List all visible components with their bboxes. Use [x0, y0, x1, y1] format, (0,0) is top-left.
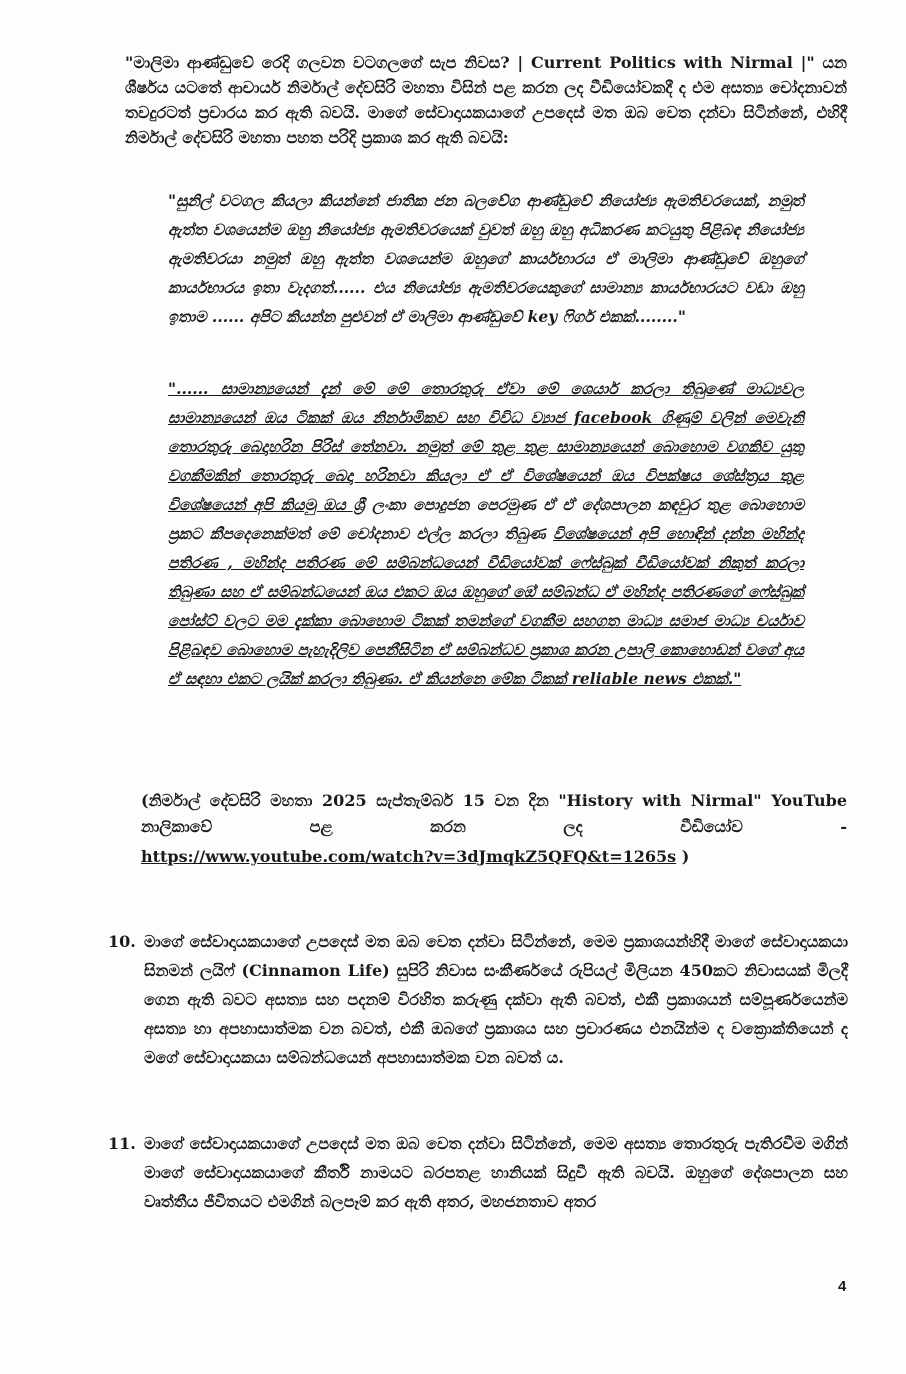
paragraph-number: 11. — [108, 1134, 136, 1153]
quoted-statement-1 — [168, 186, 804, 331]
source-citation-text: (නිර්මාල් දේවසිරි මහතා 2025 සැප්තැම්බර් 15 වන දින "History with Nirmal" YouTube නාලිකාවේ පළ කරන ලද වීඩියෝව - — [141, 791, 847, 836]
quote-2-underlined-text-end: විශේෂයෙන් අපි හොඳින් දන්න මහින්ද පතිරණ , මහින්ද පතිරණ මේ සම්බන්ධයෙන් වීඩියෝවක් ෆේස්බුක් වීඩියෝවක් නිකුත් කරලා තිබුණා සහ ඒ සම්බන්ධයෙන් ඔය එකට ඔය ඔහුගේ ඔේ සම්බන්ධ ඒ මහින්ද පතිරණගේ ෆේස්බුක් පෝස්ට් වලට මම දැක්කා බොහොම ටිකක් තමන්ගේ වගකීම සහගත මාධ්‍ය සමාජ මාධ්‍ය චර්යාව පිළිබඳව බොහොම පැහැදිලිව පෙනීසිටින ඒ සම්බන්ධව ප්‍රකාශ කරන උපාලි කොහොඩන් වගේ අය ඒ සඳහා එකට ලයික් කරලා තිබුණා. ඒ කියන්නෙ මේක ටිකක් reliable news එකක්." — [168, 524, 804, 688]
quoted-statement-2 — [168, 374, 804, 693]
source-citation — [141, 788, 847, 840]
paragraph-text: මාගේ සේවාදායකයාගේ උපදෙස් මත ඔබ වෙත දන්වා සිටින්නේ, මෙම අසත්‍ය තොරතුරු පැතිරවීම මගින් මාගේ සේවාදායකයාගේ කීර්ති නාමයට බරපතළ හානියක් සිදුවී ඇති බවයි. ඔහුගේ දේශපාලන සහ වෘත්තීය ජීවිතයට එමගින් බලපෑම් කර ඇති අතර, මහජනතාව අතර — [144, 1134, 848, 1211]
numbered-paragraph-10 — [108, 927, 848, 1072]
paragraph-text: මාගේ සේවාදායකයාගේ උපදෙස් මත ඔබ වෙත දන්වා සිටින්නේ, මෙම ප්‍රකාශයන්හිදී මාගේ සේවාදායකයා සිනමන් ලයිෆ් (Cinnamon Life) සුපිරි නිවාස සංකීර්ණයේ රුපියල් මිලියන 450කට නිවාසයක් මිලදී ගෙන ඇති බවට අසත්‍ය සහ පදනම් විරහිත කරුණු දක්වා ඇති බවත්, එකී ප්‍රකාශයන් සම්පූර්ණයෙන්ම අසත්‍ය හා අපහාසාත්මක වන බවත්, එකී ඔබගේ ප්‍රකාශය සහ ප්‍රචාරණය එනයින්ම ද වක්‍රොක්තියෙන් ද මගේ සේවාදායකයා සම්බන්ධයෙන් අපහාසාත්මක වන බවත් ය. — [144, 932, 848, 1067]
numbered-paragraph-11 — [108, 1129, 848, 1216]
paragraph-number: 10. — [108, 932, 136, 951]
quote-2-underlined-text: "...... සාමාන්‍යයෙන් දැන් මේ මේ තොරතුරු ඒවා මේ ශෙයාර් කරලා තිබුණේ මාධ්‍යවල සාමාන්‍යයෙන් ඔය ටිකක් ඔය නිර්නාමිකව සහ විවිධ ව්‍යාජ facebook ගිණුම් වලින් මෙවැනි තොරතුරු බෙදාහරින පිරිස් තේනවා. නමුත් මේ තුළ තුළ සාමාන්‍යයෙන් බොහොම වගකිව යුතු වගකීමකින් තොරතුරු බෙදා හරිනවා කියලා ඒ ඒ විශේෂයෙන් ඔය විපක්ෂය ශේස්ත්‍රය තුළ විශේෂයෙන් අපි කියමු ඔය ශ්‍රී — [168, 379, 804, 514]
youtube-link[interactable]: https://www.youtube.com/watch?v=3dJmqkZ5QFQ&t=1265s — [141, 847, 677, 866]
quote-2-plain-text: ලංකා පොදුජන පෙරමුණ ඒ ඒ දේශපාලන කඳවුර තුළ බොහොම ප්‍රකට කීපදෙනෙක්මත් මේ චෝදනාව එල්ල කරලා තිබුණ — [168, 495, 804, 543]
source-link-line — [141, 844, 689, 870]
source-close-paren: ) — [676, 847, 690, 866]
quote-1-text: "සුනිල් වටගල කියලා කියන්නේ ජාතික ජන බලවේග ආණ්ඩුවේ නියෝජ්‍ය ඇමතිවරයෙක්, නමුත් ඇත්ත වශයෙන්ම ඔහු නියෝජ්‍ය ඇමතිවරයෙක් වුවත් ඔහු ඔහු අධිකරණ කටයුතු පිළිබඳ නියෝජ්‍ය ඇමතිවරයා නමුත් ඔහු ඇත්ත වශයෙන්ම ඔහුගේ කාර්යභාරය ඒ මාලිමා ආණ්ඩුවේ ඔහුගේ කාර්යභාරය ඉතා වැදගත්...... එය නියෝජ්‍ය ඇමතිවරයෙකුගේ සාමාන්‍ය කාර්යභාරයට වඩා ඔහු ඉතාම ...... අපිට කියන්න පුළුවන් ඒ මාලිමා ආණ්ඩුවේ key ෆිගර් එකක්........" — [168, 191, 804, 326]
intro-text: "මාලිමා ආණ්ඩුවේ රෙදි ගලවන වටගලගේ සැප නිවස? | Current Politics with Nirmal |" යන ශීර්ෂය යටතේ ආචාර්ය නිර්මාල් දේවසිරි මහතා විසින් පළ කරන ලද වීඩියෝවකදී ද එම අසත්‍ය චෝදනාවන් තවදුරටත් ප්‍රචාරය කර ඇති බවයි. මාගේ සේවාදායකයාගේ උපදෙස් මත ඔබ වෙත දන්වා සිටින්නේ, එහිදී නිර්මාල් දේවසිරි මහතා පහත පරිදි ප්‍රකාශ කර ඇති බවයි: — [125, 53, 847, 147]
page-number: 4 — [838, 1278, 847, 1295]
intro-paragraph — [125, 50, 847, 150]
